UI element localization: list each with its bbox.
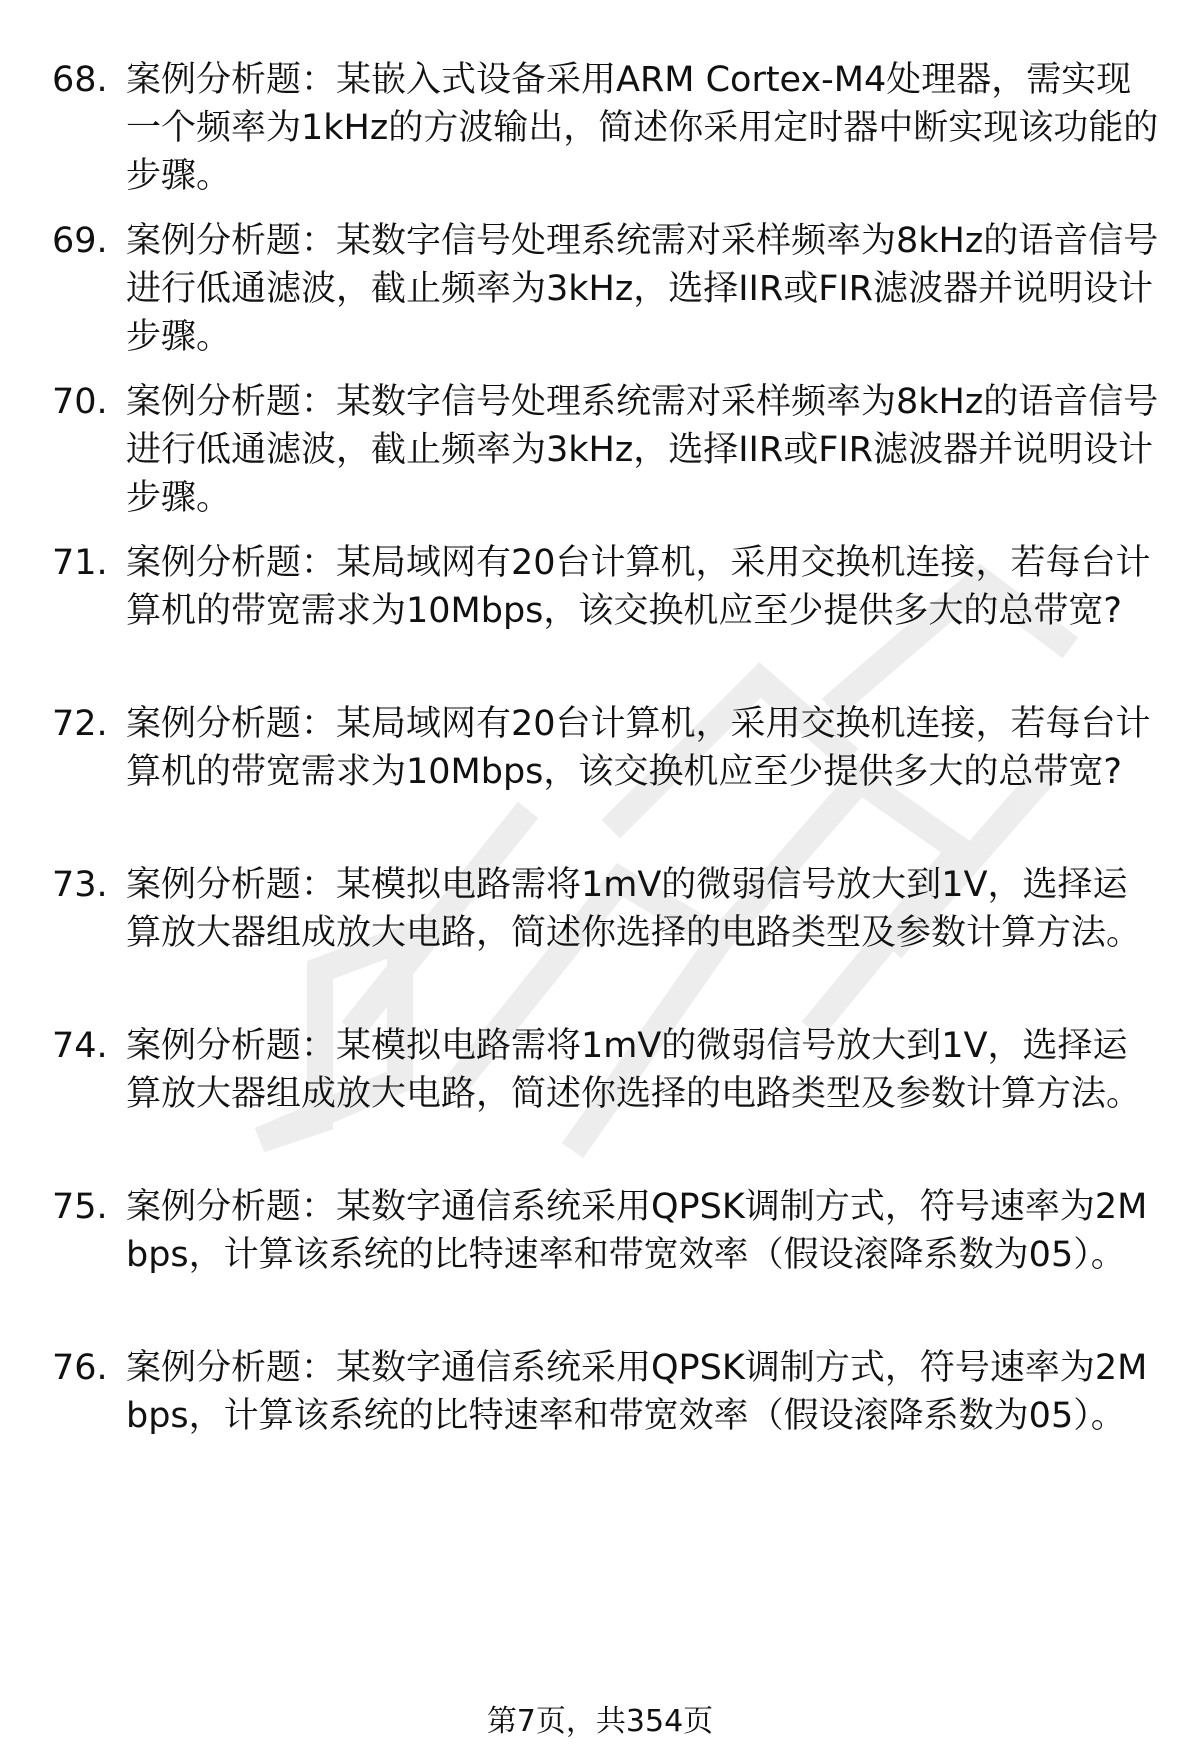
page-number-label: 第7页，共354页 [486,1704,714,1739]
question-text: 案例分析题：某数字通信系统采用QPSK调制方式，符号速率为2Mbps，计算该系统的比特速率和带宽效率（假设滚降系数为05）。 [126,1348,1148,1436]
question-number: 75. [52,1187,108,1227]
question-text: 案例分析题：某数字信号处理系统需对采样频率为8kHz的语音信号进行低通滤波，截止频率为3kHz，选择IIR或FIR滤波器并说明设计步骤。 [126,382,1159,518]
question-number: 72. [52,704,108,744]
page-footer [0,1704,1200,1740]
question-number: 68. [52,60,108,100]
question-text: 案例分析题：某数字信号处理系统需对采样频率为8kHz的语音信号进行低通滤波，截止频率为3kHz，选择IIR或FIR滤波器并说明设计步骤。 [126,221,1159,357]
question-number: 69. [52,221,108,261]
question-text: 案例分析题：某嵌入式设备采用ARM Cortex-M4处理器，需实现一个频率为1kHz的方波输出，简述你采用定时器中断实现该功能的步骤。 [126,60,1159,196]
question-text: 案例分析题：某模拟电路需将1mV的微弱信号放大到1V，选择运算放大器组成放大电路，简述你选择的电路类型及参数计算方法。 [126,865,1142,953]
question-text: 案例分析题：某模拟电路需将1mV的微弱信号放大到1V，选择运算放大器组成放大电路，简述你选择的电路类型及参数计算方法。 [126,1026,1142,1114]
question-text: 案例分析题：某数字通信系统采用QPSK调制方式，符号速率为2Mbps，计算该系统的比特速率和带宽效率（假设滚降系数为05）。 [126,1187,1148,1275]
question-text: 案例分析题：某局域网有20台计算机，采用交换机连接，若每台计算机的带宽需求为10Mbps，该交换机应至少提供多大的总带宽? [126,543,1151,631]
question-number: 74. [52,1026,108,1066]
question-number: 70. [52,382,108,422]
question-text: 案例分析题：某局域网有20台计算机，采用交换机连接，若每台计算机的带宽需求为10Mbps，该交换机应至少提供多大的总带宽? [126,704,1151,792]
question-number: 76. [52,1348,108,1388]
question-number: 71. [52,543,108,583]
question-number: 73. [52,865,108,905]
